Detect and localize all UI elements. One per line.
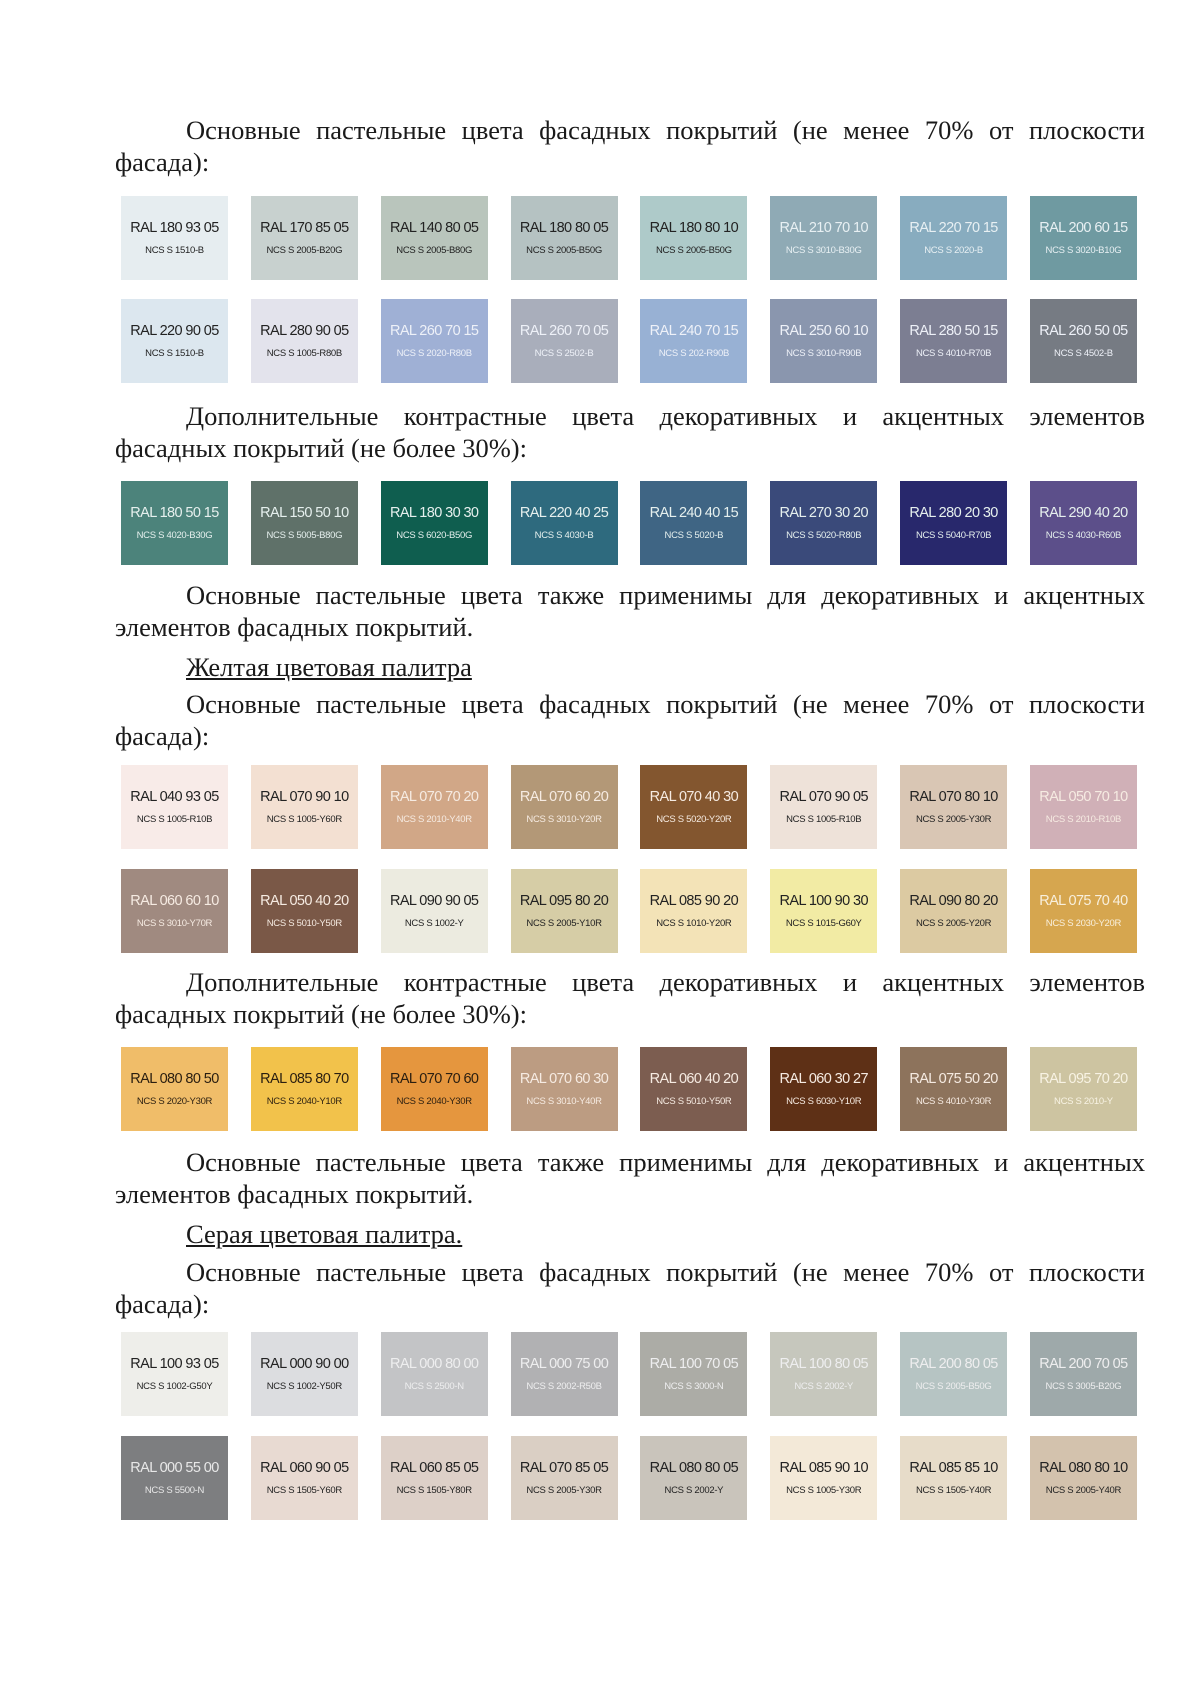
ncs-code: NCS S 2500-N [404, 1380, 464, 1392]
heading-gray-palette: Серая цветовая палитра. [186, 1219, 463, 1249]
ncs-code: NCS S 5005-B80G [266, 529, 343, 541]
ncs-code: NCS S 3020-B10G [1045, 244, 1122, 256]
ncs-code: NCS S 4502-B [1054, 347, 1113, 359]
ral-code: RAL 075 70 40 [1039, 892, 1128, 909]
ral-code: RAL 180 93 05 [130, 219, 219, 236]
ral-code: RAL 100 90 30 [779, 892, 868, 909]
ral-code: RAL 050 40 20 [260, 892, 349, 909]
ral-code: RAL 000 90 00 [260, 1355, 349, 1372]
color-swatch [770, 299, 877, 383]
color-swatch [1030, 869, 1137, 953]
ncs-code: NCS S 4020-B30G [136, 529, 213, 541]
color-swatch [251, 481, 358, 565]
ncs-code: NCS S 202-R90B [658, 347, 729, 359]
ral-code: RAL 085 90 10 [779, 1459, 868, 1476]
ral-code: RAL 260 70 15 [389, 322, 479, 339]
ncs-code: NCS S 2002-R50B [526, 1380, 602, 1392]
color-swatch [1030, 1436, 1137, 1520]
ral-code: RAL 080 80 05 [649, 1459, 739, 1476]
ral-code: RAL 280 20 30 [909, 504, 998, 521]
swatch-row [121, 1332, 1137, 1416]
ncs-code: NCS S 1005-Y60R [266, 813, 342, 825]
ncs-code: NCS S 2005-B50G [526, 244, 602, 256]
ncs-code: NCS S 3010-B30G [785, 244, 862, 256]
color-swatch [770, 481, 877, 565]
ncs-code: NCS S 2040-Y30R [396, 1095, 472, 1107]
color-swatch [1030, 481, 1137, 565]
ral-code: RAL 180 50 15 [130, 504, 219, 521]
ncs-code: NCS S 5040-R70B [915, 529, 992, 541]
color-swatch [251, 869, 358, 953]
ncs-code: NCS S 2005-B50G [915, 1380, 992, 1392]
ral-code: RAL 080 80 10 [1039, 1459, 1128, 1476]
ncs-code: NCS S 3010-Y70R [136, 917, 213, 929]
ral-code: RAL 220 90 05 [130, 322, 219, 339]
color-swatch [121, 299, 228, 383]
ral-code: RAL 040 93 05 [130, 788, 219, 805]
ncs-code: NCS S 4010-R70B [915, 347, 992, 359]
ncs-code: NCS S 3010-Y40R [526, 1095, 602, 1107]
ncs-code: NCS S 2002-Y [664, 1484, 724, 1496]
ral-code: RAL 050 70 10 [1039, 788, 1128, 805]
ral-code: RAL 220 40 25 [519, 504, 609, 521]
ral-code: RAL 070 85 05 [519, 1459, 609, 1476]
ral-code: RAL 060 60 10 [130, 892, 219, 909]
color-swatch [381, 481, 488, 565]
heading-yellow-palette: Желтая цветовая палитра [186, 652, 472, 682]
ncs-code: NCS S 2502-B [534, 347, 594, 359]
ral-code: RAL 070 60 30 [519, 1070, 609, 1087]
ral-code: RAL 080 80 50 [130, 1070, 219, 1087]
swatch-row [121, 765, 1137, 849]
color-swatch [640, 1047, 747, 1131]
ral-code: RAL 260 50 05 [1039, 322, 1128, 339]
ral-code: RAL 100 70 05 [649, 1355, 739, 1372]
ncs-code: NCS S 5010-Y50R [266, 917, 342, 929]
ncs-code: NCS S 1005-R80B [266, 347, 342, 359]
swatch-row [121, 1047, 1137, 1131]
ncs-code: NCS S 1505-Y80R [396, 1484, 472, 1496]
color-swatch [900, 1436, 1007, 1520]
ncs-code: NCS S 1510-B [145, 244, 204, 256]
ncs-code: NCS S 1005-Y30R [786, 1484, 862, 1496]
ncs-code: NCS S 2010-R10B [1045, 813, 1122, 825]
color-swatch [640, 1436, 747, 1520]
ncs-code: NCS S 1015-G60Y [785, 917, 862, 929]
ncs-code: NCS S 1505-Y40R [915, 1484, 992, 1496]
color-swatch [900, 481, 1007, 565]
color-swatch [511, 765, 618, 849]
color-swatch [640, 196, 747, 280]
ncs-code: NCS S 3010-R90B [786, 347, 862, 359]
paragraph-blue-main-intro: Основные пастельные цвета фасадных покрытий (не менее 70% от плоскости фасада): [115, 115, 1145, 177]
ncs-code: NCS S 2030-Y20R [1045, 917, 1122, 929]
color-swatch [1030, 299, 1137, 383]
color-swatch [381, 1047, 488, 1131]
ral-code: RAL 070 60 20 [519, 788, 609, 805]
ncs-code: NCS S 1002-Y [404, 917, 464, 929]
color-swatch [900, 196, 1007, 280]
paragraph-blue-accent-intro: Дополнительные контрастные цвета декоративных и акцентных элементов фасадных покрытий (не более 30%): [115, 401, 1145, 463]
ncs-code: NCS S 2005-Y30R [915, 813, 992, 825]
ncs-code: NCS S 5020-R80B [786, 529, 862, 541]
ral-code: RAL 070 70 60 [389, 1070, 479, 1087]
color-swatch [1030, 765, 1137, 849]
color-swatch [770, 196, 877, 280]
ncs-code: NCS S 6030-Y10R [786, 1095, 862, 1107]
ral-code: RAL 290 40 20 [1039, 504, 1128, 521]
ral-code: RAL 240 40 15 [649, 504, 739, 521]
color-swatch [381, 765, 488, 849]
color-swatch [511, 481, 618, 565]
ncs-code: NCS S 1002-Y50R [266, 1380, 342, 1392]
ncs-code: NCS S 3005-B20G [1045, 1380, 1122, 1392]
ral-code: RAL 240 70 15 [649, 322, 739, 339]
ral-code: RAL 070 40 30 [649, 788, 739, 805]
ncs-code: NCS S 2005-Y40R [1045, 1484, 1122, 1496]
ncs-code: NCS S 2010-Y [1054, 1095, 1113, 1107]
paragraph-yellow-accent-intro: Дополнительные контрастные цвета декоративных и акцентных элементов фасадных покрытий (не более 30%): [115, 967, 1145, 1029]
ral-code: RAL 000 55 00 [130, 1459, 219, 1476]
ncs-code: NCS S 6020-B50G [396, 529, 473, 541]
color-swatch [1030, 1332, 1137, 1416]
color-swatch [770, 1332, 877, 1416]
color-swatch [511, 1436, 618, 1520]
ral-code: RAL 280 50 15 [909, 322, 998, 339]
ral-code: RAL 200 80 05 [909, 1355, 998, 1372]
ncs-code: NCS S 2005-B80G [396, 244, 473, 256]
ral-code: RAL 060 30 27 [779, 1070, 868, 1087]
color-swatch [381, 1436, 488, 1520]
ral-code: RAL 095 80 20 [519, 892, 609, 909]
ral-code: RAL 075 50 20 [909, 1070, 998, 1087]
color-swatch [251, 1436, 358, 1520]
ral-code: RAL 170 85 05 [260, 219, 349, 236]
swatch-row [121, 869, 1137, 953]
color-swatch [121, 869, 228, 953]
swatch-row [121, 196, 1137, 280]
ral-code: RAL 085 80 70 [260, 1070, 349, 1087]
ral-code: RAL 260 70 05 [519, 322, 609, 339]
color-swatch [640, 481, 747, 565]
ral-code: RAL 095 70 20 [1039, 1070, 1128, 1087]
ncs-code: NCS S 2005-B20G [266, 244, 343, 256]
color-swatch [381, 196, 488, 280]
ncs-code: NCS S 4030-R60B [1045, 529, 1122, 541]
ncs-code: NCS S 2040-Y10R [266, 1095, 342, 1107]
color-swatch [900, 299, 1007, 383]
ncs-code: NCS S 5020-Y20R [656, 813, 732, 825]
paragraph-yellow-also-applicable: Основные пастельные цвета также применимы для декоративных и акцентных элементов фасадных покрытий. [115, 1147, 1145, 1209]
color-swatch [900, 765, 1007, 849]
ral-code: RAL 140 80 05 [389, 219, 479, 236]
ral-code: RAL 085 90 20 [649, 892, 739, 909]
ral-code: RAL 070 70 20 [389, 788, 479, 805]
color-swatch [770, 1436, 877, 1520]
color-swatch [381, 1332, 488, 1416]
ncs-code: NCS S 2020-Y30R [136, 1095, 213, 1107]
ral-code: RAL 070 90 10 [260, 788, 349, 805]
color-swatch [1030, 196, 1137, 280]
color-swatch [511, 299, 618, 383]
ncs-code: NCS S 2005-Y30R [526, 1484, 602, 1496]
color-swatch [640, 1332, 747, 1416]
color-swatch [511, 1332, 618, 1416]
ral-code: RAL 085 85 10 [909, 1459, 998, 1476]
color-swatch [900, 869, 1007, 953]
ral-code: RAL 180 30 30 [389, 504, 479, 521]
ral-code: RAL 200 70 05 [1039, 1355, 1128, 1372]
ncs-code: NCS S 1010-Y20R [656, 917, 732, 929]
color-swatch [251, 196, 358, 280]
ral-code: RAL 280 90 05 [260, 322, 349, 339]
ral-code: RAL 200 60 15 [1039, 219, 1128, 236]
ncs-code: NCS S 2010-Y40R [396, 813, 472, 825]
ncs-code: NCS S 2005-B50G [655, 244, 732, 256]
ral-code: RAL 090 80 20 [909, 892, 998, 909]
color-swatch [900, 1332, 1007, 1416]
ral-code: RAL 100 93 05 [130, 1355, 219, 1372]
ral-code: RAL 220 70 15 [909, 219, 998, 236]
color-swatch [770, 1047, 877, 1131]
color-swatch [251, 1332, 358, 1416]
ncs-code: NCS S 1005-R10B [136, 813, 213, 825]
color-swatch [640, 765, 747, 849]
color-swatch [511, 196, 618, 280]
color-swatch [121, 1047, 228, 1131]
ncs-code: NCS S 4030-B [534, 529, 594, 541]
color-swatch [251, 299, 358, 383]
ral-code: RAL 100 80 05 [779, 1355, 868, 1372]
swatch-row [121, 299, 1137, 383]
ncs-code: NCS S 1002-G50Y [136, 1380, 213, 1392]
ncs-code: NCS S 2020-B [924, 244, 983, 256]
ral-code: RAL 000 80 00 [389, 1355, 479, 1372]
paragraph-gray-main-intro: Основные пастельные цвета фасадных покрытий (не менее 70% от плоскости фасада): [115, 1257, 1145, 1319]
color-swatch [121, 1332, 228, 1416]
color-swatch [1030, 1047, 1137, 1131]
ncs-code: NCS S 3000-N [664, 1380, 724, 1392]
ral-code: RAL 070 80 10 [909, 788, 998, 805]
color-swatch [251, 765, 358, 849]
ncs-code: NCS S 2005-Y20R [915, 917, 992, 929]
ral-code: RAL 150 50 10 [260, 504, 349, 521]
ncs-code: NCS S 4010-Y30R [915, 1095, 992, 1107]
ral-code: RAL 000 75 00 [519, 1355, 609, 1372]
color-swatch [121, 481, 228, 565]
ncs-code: NCS S 1505-Y60R [266, 1484, 342, 1496]
color-swatch [121, 196, 228, 280]
ncs-code: NCS S 5500-N [144, 1484, 205, 1496]
ncs-code: NCS S 5010-Y50R [656, 1095, 732, 1107]
color-swatch [121, 765, 228, 849]
ncs-code: NCS S 2020-R80B [396, 347, 472, 359]
paragraph-yellow-main-intro: Основные пастельные цвета фасадных покрытий (не менее 70% от плоскости фасада): [115, 689, 1145, 751]
ncs-code: NCS S 3010-Y20R [526, 813, 602, 825]
ral-code: RAL 250 60 10 [779, 322, 868, 339]
paragraph-blue-also-applicable: Основные пастельные цвета также применимы для декоративных и акцентных элементов фасадных покрытий. [115, 580, 1145, 642]
color-swatch [121, 1436, 228, 1520]
ncs-code: NCS S 1005-R10B [786, 813, 862, 825]
color-swatch [511, 1047, 618, 1131]
color-swatch [381, 869, 488, 953]
ral-code: RAL 270 30 20 [779, 504, 868, 521]
ncs-code: NCS S 5020-B [664, 529, 724, 541]
color-swatch [381, 299, 488, 383]
ral-code: RAL 060 40 20 [649, 1070, 739, 1087]
ral-code: RAL 090 90 05 [389, 892, 479, 909]
color-swatch [511, 869, 618, 953]
ral-code: RAL 210 70 10 [779, 219, 868, 236]
color-swatch [770, 765, 877, 849]
ral-code: RAL 180 80 10 [649, 219, 739, 236]
ral-code: RAL 060 90 05 [260, 1459, 349, 1476]
color-swatch [640, 299, 747, 383]
swatch-row [121, 1436, 1137, 1520]
ncs-code: NCS S 1510-B [145, 347, 204, 359]
ncs-code: NCS S 2005-Y10R [526, 917, 602, 929]
swatch-row [121, 481, 1137, 565]
color-swatch [900, 1047, 1007, 1131]
ncs-code: NCS S 2002-Y [794, 1380, 854, 1392]
ral-code: RAL 060 85 05 [389, 1459, 479, 1476]
color-swatch [640, 869, 747, 953]
ral-code: RAL 180 80 05 [519, 219, 609, 236]
color-swatch [770, 869, 877, 953]
ral-code: RAL 070 90 05 [779, 788, 868, 805]
color-swatch [251, 1047, 358, 1131]
